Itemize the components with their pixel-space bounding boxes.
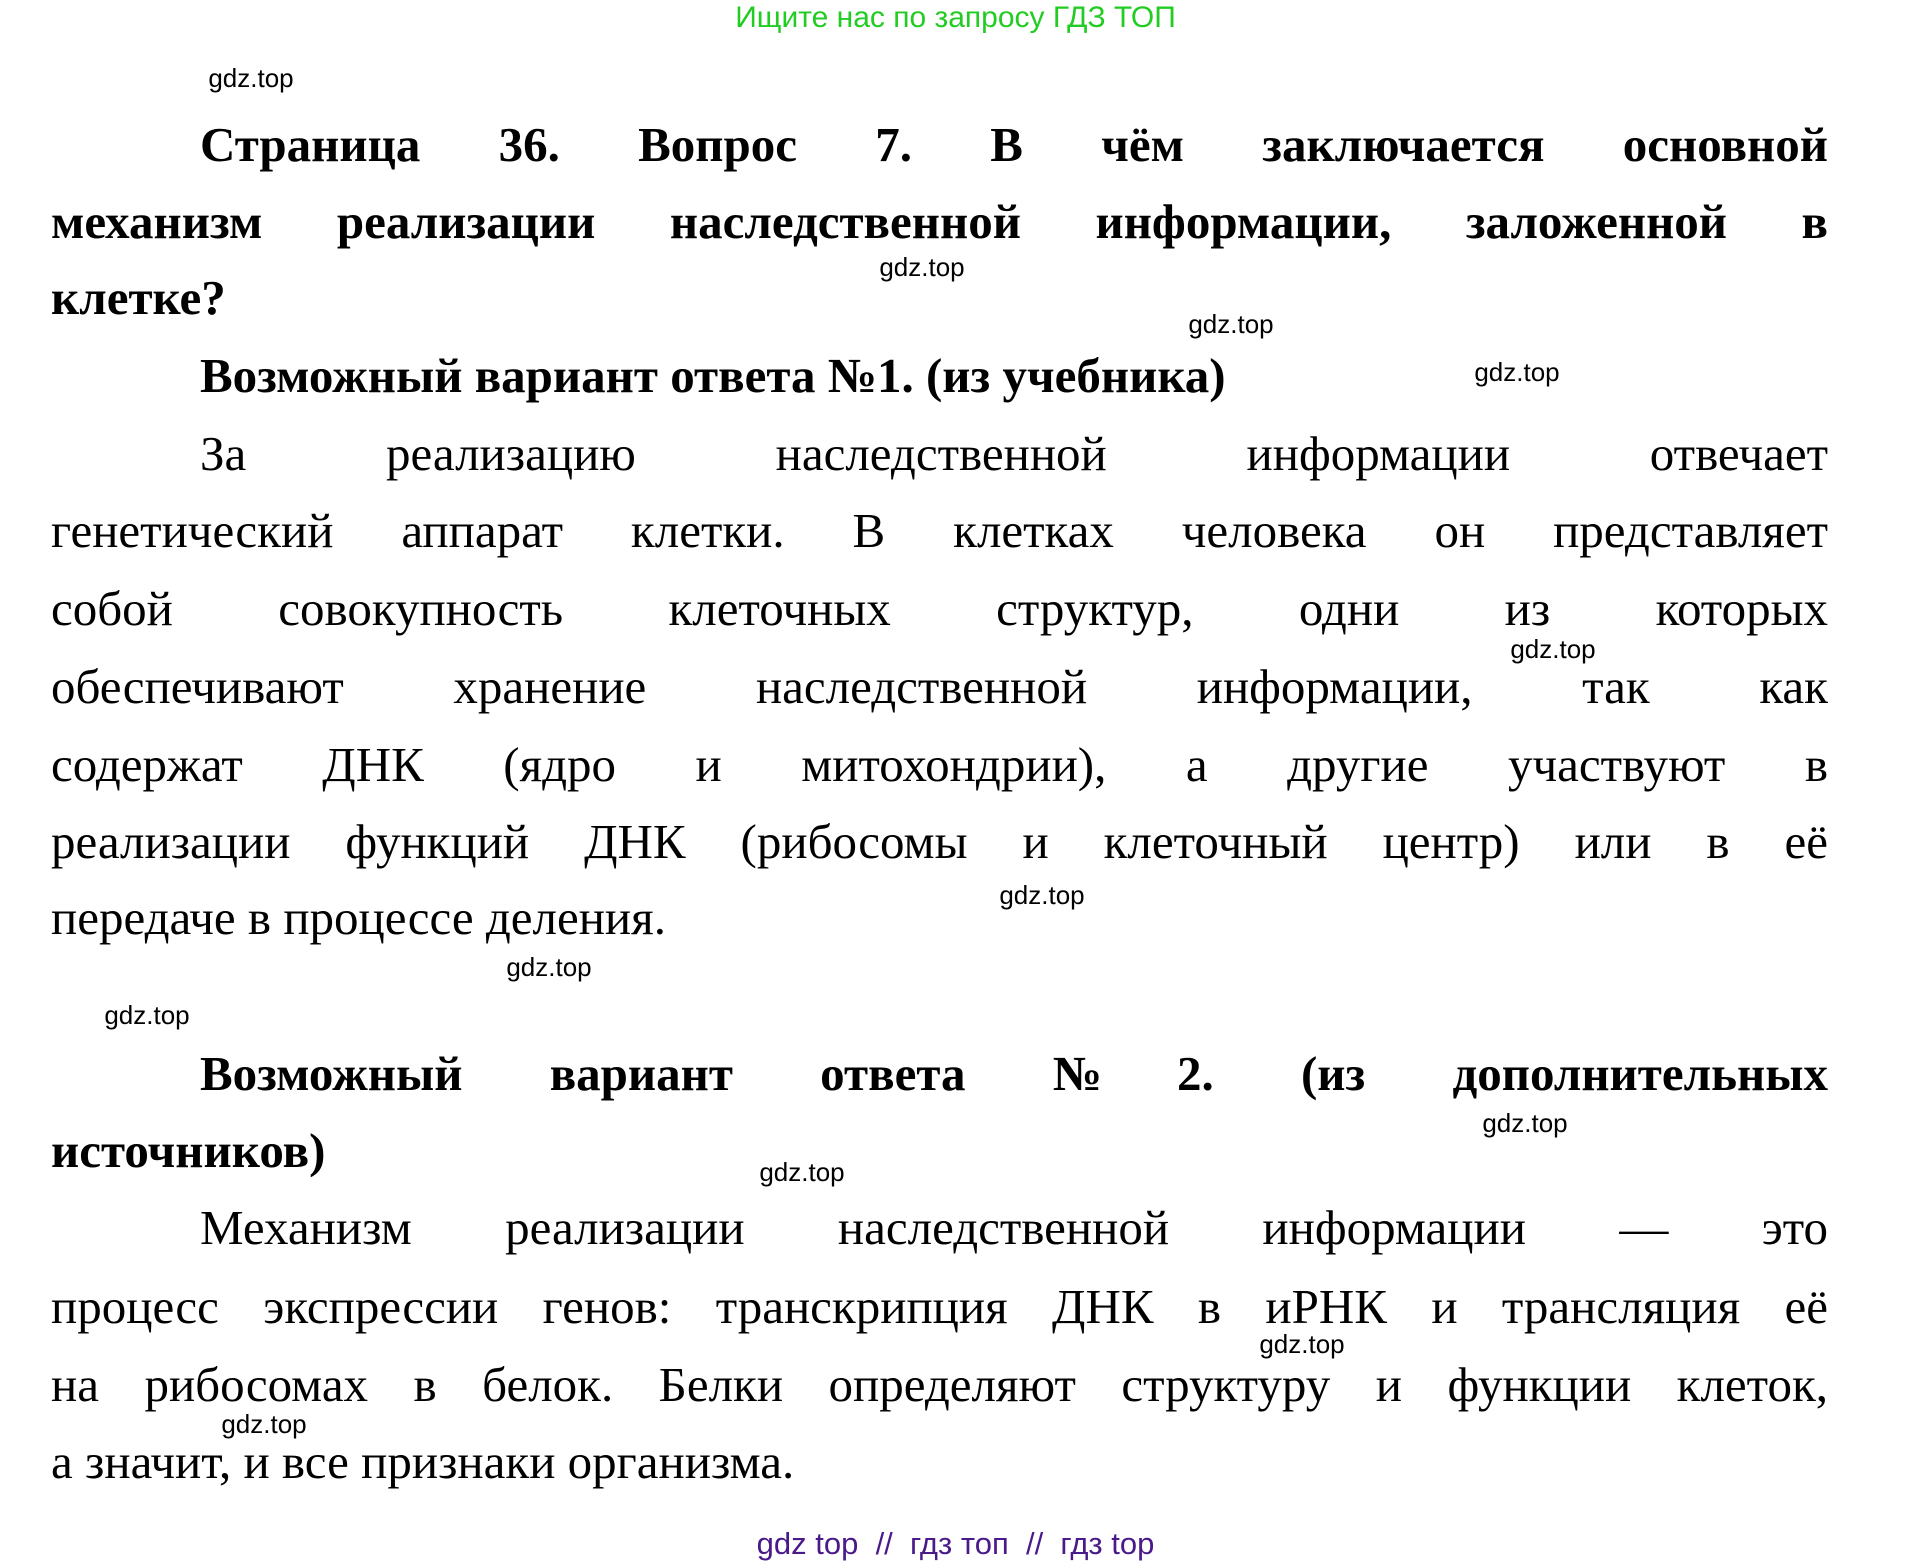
watermark: gdz.top [506, 952, 592, 982]
answer1-line: За реализацию наследственной информации отвечает [200, 426, 1828, 481]
watermark: gdz.top [1510, 634, 1596, 664]
watermark: gdz.top [999, 880, 1085, 910]
question-line: Страница 36. Вопрос 7. В чём заключается основной [200, 117, 1828, 172]
answer2-title: Возможный вариант ответа №2. (из дополнительных [200, 1046, 1828, 1101]
answer1-line: обеспечивают хранение наследственной информации, так как [51, 659, 1828, 714]
watermark: gdz.top [1259, 1329, 1345, 1359]
question-line: клетке? [51, 270, 226, 325]
watermark: gdz.top [104, 1000, 190, 1030]
watermark: gdz.top [1188, 309, 1274, 339]
watermark: gdz.top [221, 1409, 307, 1439]
watermark: gdz.top [1482, 1108, 1568, 1138]
watermark: gdz.top [208, 63, 294, 93]
answer1-line: генетический аппарат клетки. В клетках человека он представляет [51, 503, 1828, 558]
answer2-line: на рибосомах в белок. Белки определяют структуру и функции клеток, [51, 1357, 1828, 1412]
answer1-title: Возможный вариант ответа №1. (из учебника) [200, 348, 1226, 403]
footer-links: gdz top // гдз топ // гдз top [756, 1526, 1155, 1561]
answer2-line: а значит, и все признаки организма. [51, 1434, 795, 1489]
answer2-title: источников) [51, 1123, 326, 1178]
watermark: gdz.top [759, 1157, 845, 1187]
search-banner: Ищите нас по запросу ГДЗ ТОП [735, 1, 1176, 34]
answer1-line: реализации функций ДНК (рибосомы и клеточный центр) или в её [51, 814, 1828, 869]
watermark: gdz.top [1474, 357, 1560, 387]
answer1-line: собой совокупность клеточных структур, одни из которых [51, 581, 1828, 636]
answer2-line: Механизм реализации наследственной информации — это [200, 1200, 1828, 1255]
watermark: gdz.top [879, 252, 965, 282]
answer1-line: содержат ДНК (ядро и митохондрии), а другие участвуют в [51, 737, 1828, 792]
answer2-line: процесс экспрессии генов: транскрипция ДНК в иРНК и трансляция её [51, 1279, 1828, 1334]
answer1-line: передаче в процессе деления. [51, 890, 666, 945]
question-line: механизм реализации наследственной информации, заложенной в [51, 194, 1828, 249]
